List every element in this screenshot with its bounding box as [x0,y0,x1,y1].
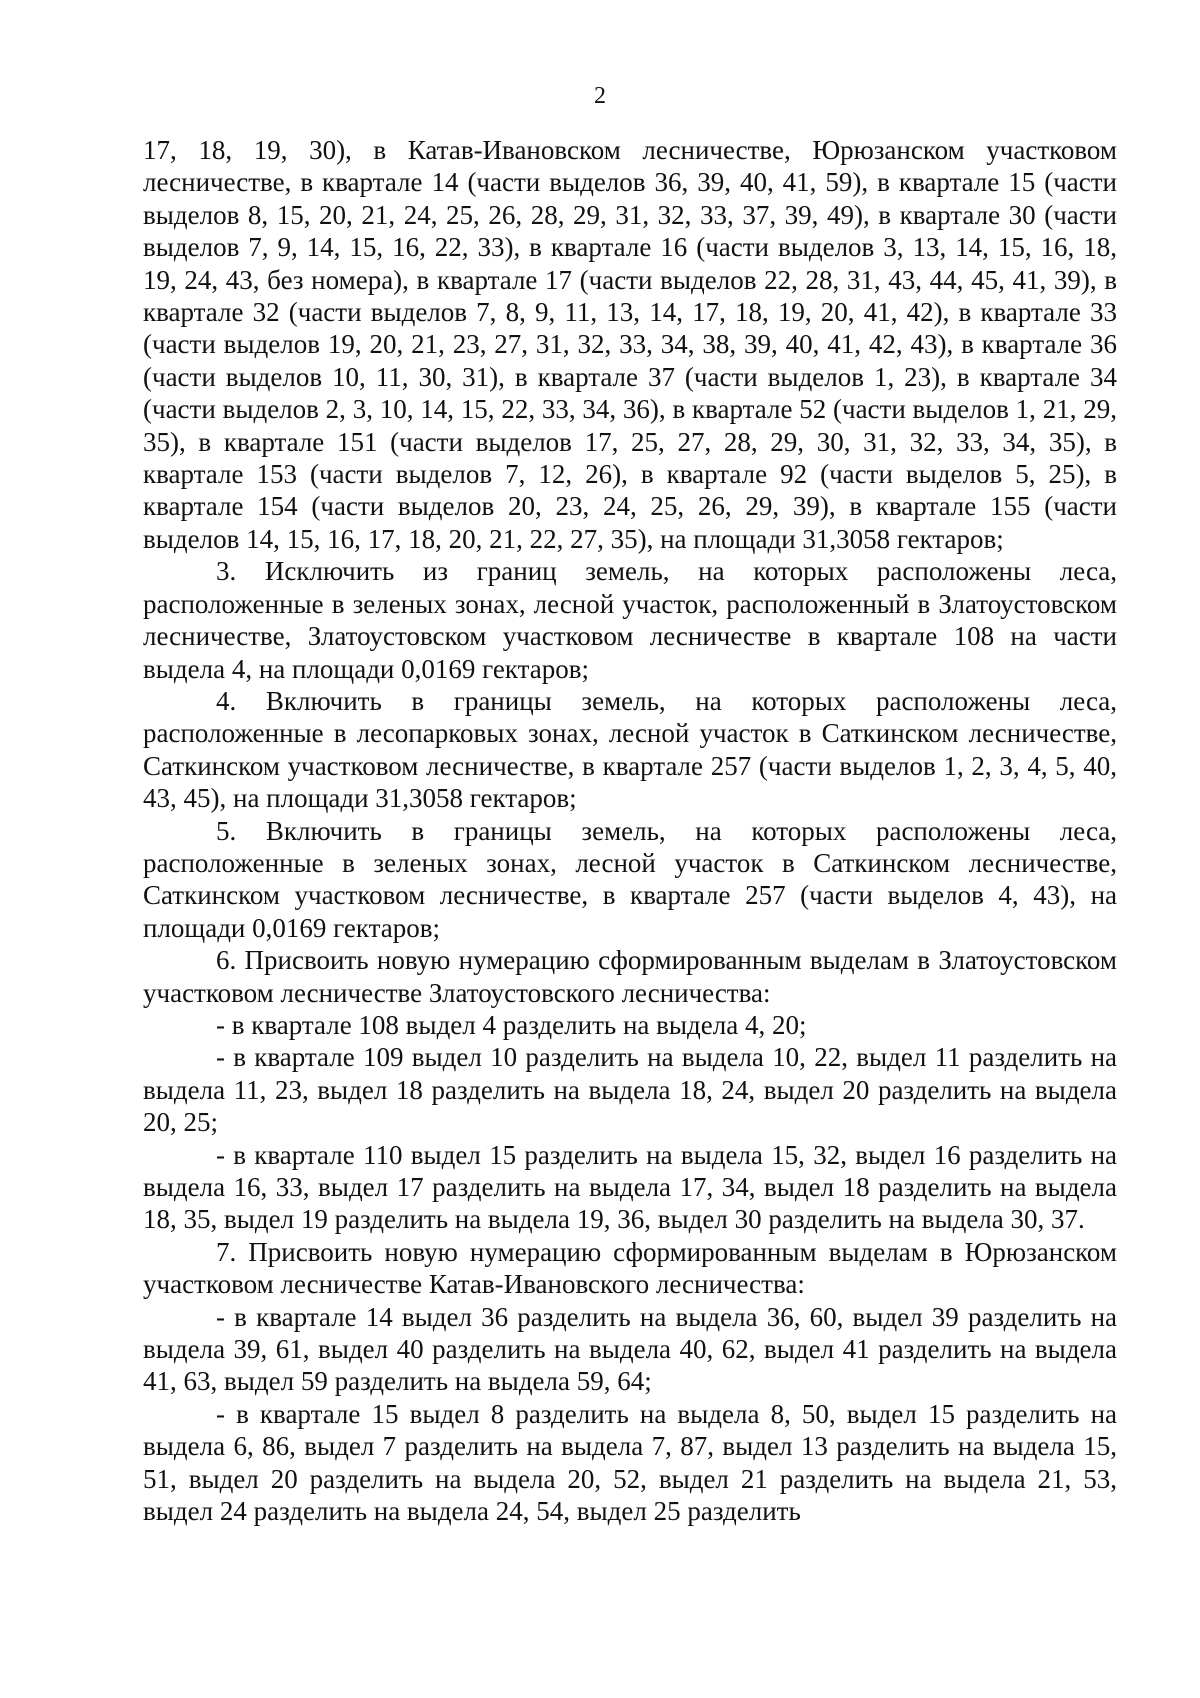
list-item-quarter-108: - в квартале 108 выдел 4 разделить на выдела 4, 20; [216,1009,807,1040]
paragraph-continuation: 17, 18, 19, 30), в Катав-Ивановском лесничестве, Юрюзанском участковом лесничестве, в квартале 14 (части выделов 36, 39, 40, 41, 59), в квартале 15 (части выделов 8, 15, 20, 21, 24, 25, 26, 28, 29, 31, 32, 33, 37, 39, 49), в квартале 30 (части выделов 7, 9, 14, 15, 16, 22, 33), в квартале 16 (части выделов 3, 13, 14, 15, 16, 18, 19, 24, 43, без номера), в квартале 17 (части выделов 22, 28, 31, 43, 44, 45, 41, 39), в квартале 32 (части выделов 7, 8, 9, 11, 13, 14, 17, 18, 19, 20, 41, 42), в квартале 33 (части выделов 19, 20, 21, 23, 27, 31, 32, 33, 34, 38, 39, 40, 41, 42, 43), в квартале 36 (части выделов 10, 11, 30, 31), в квартале 37 (части выделов 1, 23), в квартале 34 (части выделов 2, 3, 10, 14, 15, 22, 33, 34, 36), в квартале 52 (части выделов 1, 21, 29, 35), в квартале 151 (части выделов 17, 25, 27, 28, 29, 30, 31, 32, 33, 34, 35), в квартале 153 (части выделов 7, 12, 26), в квартале 92 (части выделов 5, 25), в квартале 154 (части выделов 20, 23, 24, 25, 26, 29, 39), в квартале 155 (части выделов 14, 15, 16, 17, 18, 20, 21, 22, 27, 35), на площади 31,3058 гектаров; [143,135,1117,554]
paragraph-item-5: 5. Включить в границы земель, на которых расположены леса, расположенные в зеленых зонах, лесной участок в Саткинском лесничестве, Саткинском участковом лесничестве, в квартале 257 (части выделов 4, 43), на площади 0,0169 гектаров; [143,815,1117,943]
paragraph-item-7: 7. Присвоить новую нумерацию сформированным выделам в Юрюзанском участковом лесничестве Катав-Ивановского лесничества: [143,1236,1117,1300]
list-item-quarter-110: - в квартале 110 выдел 15 разделить на выдела 15, 32, выдел 16 разделить на выдела 16, 33, выдел 17 разделить на выдела 17, 34, выдел 18 разделить на выдела 18, 35, выдел 19 разделить на выдела 19, 36, выдел 30 разделить на выдела 30, 37. [143,1139,1117,1235]
list-item-quarter-14: - в квартале 14 выдел 36 разделить на выдела 36, 60, выдел 39 разделить на выдела 39, 61, выдел 40 разделить на выдела 40, 62, выдел 41 разделить на выдела 41, 63, выдел 59 разделить на выдела 59, 64; [143,1301,1117,1397]
paragraph-item-6: 6. Присвоить новую нумерацию сформированным выделам в Златоустовском участковом лесничестве Златоустовского лесничества: [143,945,1117,1008]
page-number: 2 [594,83,606,109]
list-item-quarter-15: - в квартале 15 выдел 8 разделить на выдела 8, 50, выдел 15 разделить на выдела 6, 86, выдел 7 разделить на выдела 7, 87, выдел 13 разделить на выдела 15, 51, выдел 20 разделить на выдела 20, 52, выдел 21 разделить на выдела 21, 53, выдел 24 разделить на выдела 24, 54, выдел 25 разделить [143,1398,1117,1527]
paragraph-item-3: 3. Исключить из границ земель, на которых расположены леса, расположенные в зеленых зонах, лесной участок, расположенный в Златоустовском лесничестве, Златоустовском участковом лесничестве в квартале 108 на части выдела 4, на площади 0,0169 гектаров; [143,556,1117,684]
paragraph-item-4: 4. Включить в границы земель, на которых расположены леса, расположенные в лесопарковых зонах, лесной участок в Саткинском лесничестве, Саткинском участковом лесничестве, в квартале 257 (части выделов 1, 2, 3, 4, 5, 40, 43, 45), на площади 31,3058 гектаров; [143,685,1117,814]
list-item-quarter-109: - в квартале 109 выдел 10 разделить на выдела 10, 22, выдел 11 разделить на выдела 11, 23, выдел 18 разделить на выдела 18, 24, выдел 20 разделить на выдела 20, 25; [143,1042,1117,1138]
document-body [143,134,1117,1527]
